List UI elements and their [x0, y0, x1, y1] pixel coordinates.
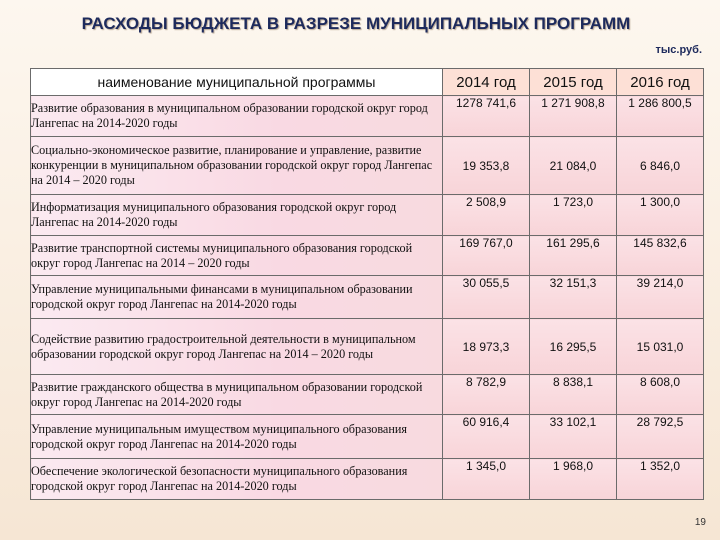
program-name: Содействие развитию градостроительной деятельности в муниципальном образовании городской округ город Лангепас на 2014 – 2020 годы [31, 319, 443, 375]
value-2014: 30 055,5 [443, 276, 530, 319]
value-2016: 15 031,0 [617, 319, 704, 375]
value-2016: 1 352,0 [617, 459, 704, 500]
program-name: Информатизация муниципального образования городской округ город Лангепас на 2014-2020 годы [31, 195, 443, 236]
table-row [31, 195, 704, 236]
value-2015: 16 295,5 [530, 319, 617, 375]
table-header-row [31, 69, 704, 96]
program-name: Развитие транспортной системы муниципального образования городской округ город Лангепас на 2014 – 2020 годы [31, 236, 443, 276]
value-2016: 28 792,5 [617, 415, 704, 459]
table-row [31, 375, 704, 415]
table-row [31, 236, 704, 276]
value-2015: 33 102,1 [530, 415, 617, 459]
value-2016: 1 300,0 [617, 195, 704, 236]
header-2014: 2014 год [443, 69, 530, 96]
value-2015: 32 151,3 [530, 276, 617, 319]
value-2015: 1 271 908,8 [530, 96, 617, 137]
value-2016: 8 608,0 [617, 375, 704, 415]
value-2015: 8 838,1 [530, 375, 617, 415]
header-2016: 2016 год [617, 69, 704, 96]
program-name: Управление муниципальными финансами в муниципальном образовании городской округ город Лангепас на 2014-2020 годы [31, 276, 443, 319]
value-2015: 1 723,0 [530, 195, 617, 236]
value-2014: 19 353,8 [443, 137, 530, 195]
value-2014: 169 767,0 [443, 236, 530, 276]
value-2014: 1278 741,6 [443, 96, 530, 137]
value-2014: 1 345,0 [443, 459, 530, 500]
program-name: Социально-экономическое развитие, планирование и управление, развитие конкуренции в муниципальном образовании городской округ город Лангепас на 2014 – 2020 годы [31, 137, 443, 195]
value-2015: 21 084,0 [530, 137, 617, 195]
table-row [31, 319, 704, 375]
value-2015: 161 295,6 [530, 236, 617, 276]
value-2014: 8 782,9 [443, 375, 530, 415]
table-row [31, 96, 704, 137]
value-2014: 2 508,9 [443, 195, 530, 236]
page-number: 19 [694, 517, 706, 528]
value-2016: 6 846,0 [617, 137, 704, 195]
value-2015: 1 968,0 [530, 459, 617, 500]
program-name: Развитие гражданского общества в муниципальном образовании городской округ город Лангепас на 2014-2020 годы [31, 375, 443, 415]
table-row [31, 137, 704, 195]
program-name: Управление муниципальным имуществом муниципального образования городской округ город Лангепас на 2014-2020 годы [31, 415, 443, 459]
table-row [31, 459, 704, 500]
value-2016: 1 286 800,5 [617, 96, 704, 137]
table-row [31, 415, 704, 459]
table-row [31, 276, 704, 319]
value-2016: 145 832,6 [617, 236, 704, 276]
budget-table [30, 68, 704, 500]
program-name: Обеспечение экологической безопасности муниципального образования городской округ город Лангепас на 2014-2020 годы [31, 459, 443, 500]
value-2016: 39 214,0 [617, 276, 704, 319]
header-program-name: наименование муниципальной программы [31, 69, 443, 96]
value-2014: 18 973,3 [443, 319, 530, 375]
value-2014: 60 916,4 [443, 415, 530, 459]
program-name: Развитие образования в муниципальном образовании городской округ город Лангепас на 2014-2020 годы [31, 96, 443, 137]
header-2015: 2015 год [530, 69, 617, 96]
unit-label: тыс.руб. [655, 44, 702, 56]
page-title: РАСХОДЫ БЮДЖЕТА В РАЗРЕЗЕ МУНИЦИПАЛЬНЫХ ПРОГРАММ [81, 14, 631, 33]
